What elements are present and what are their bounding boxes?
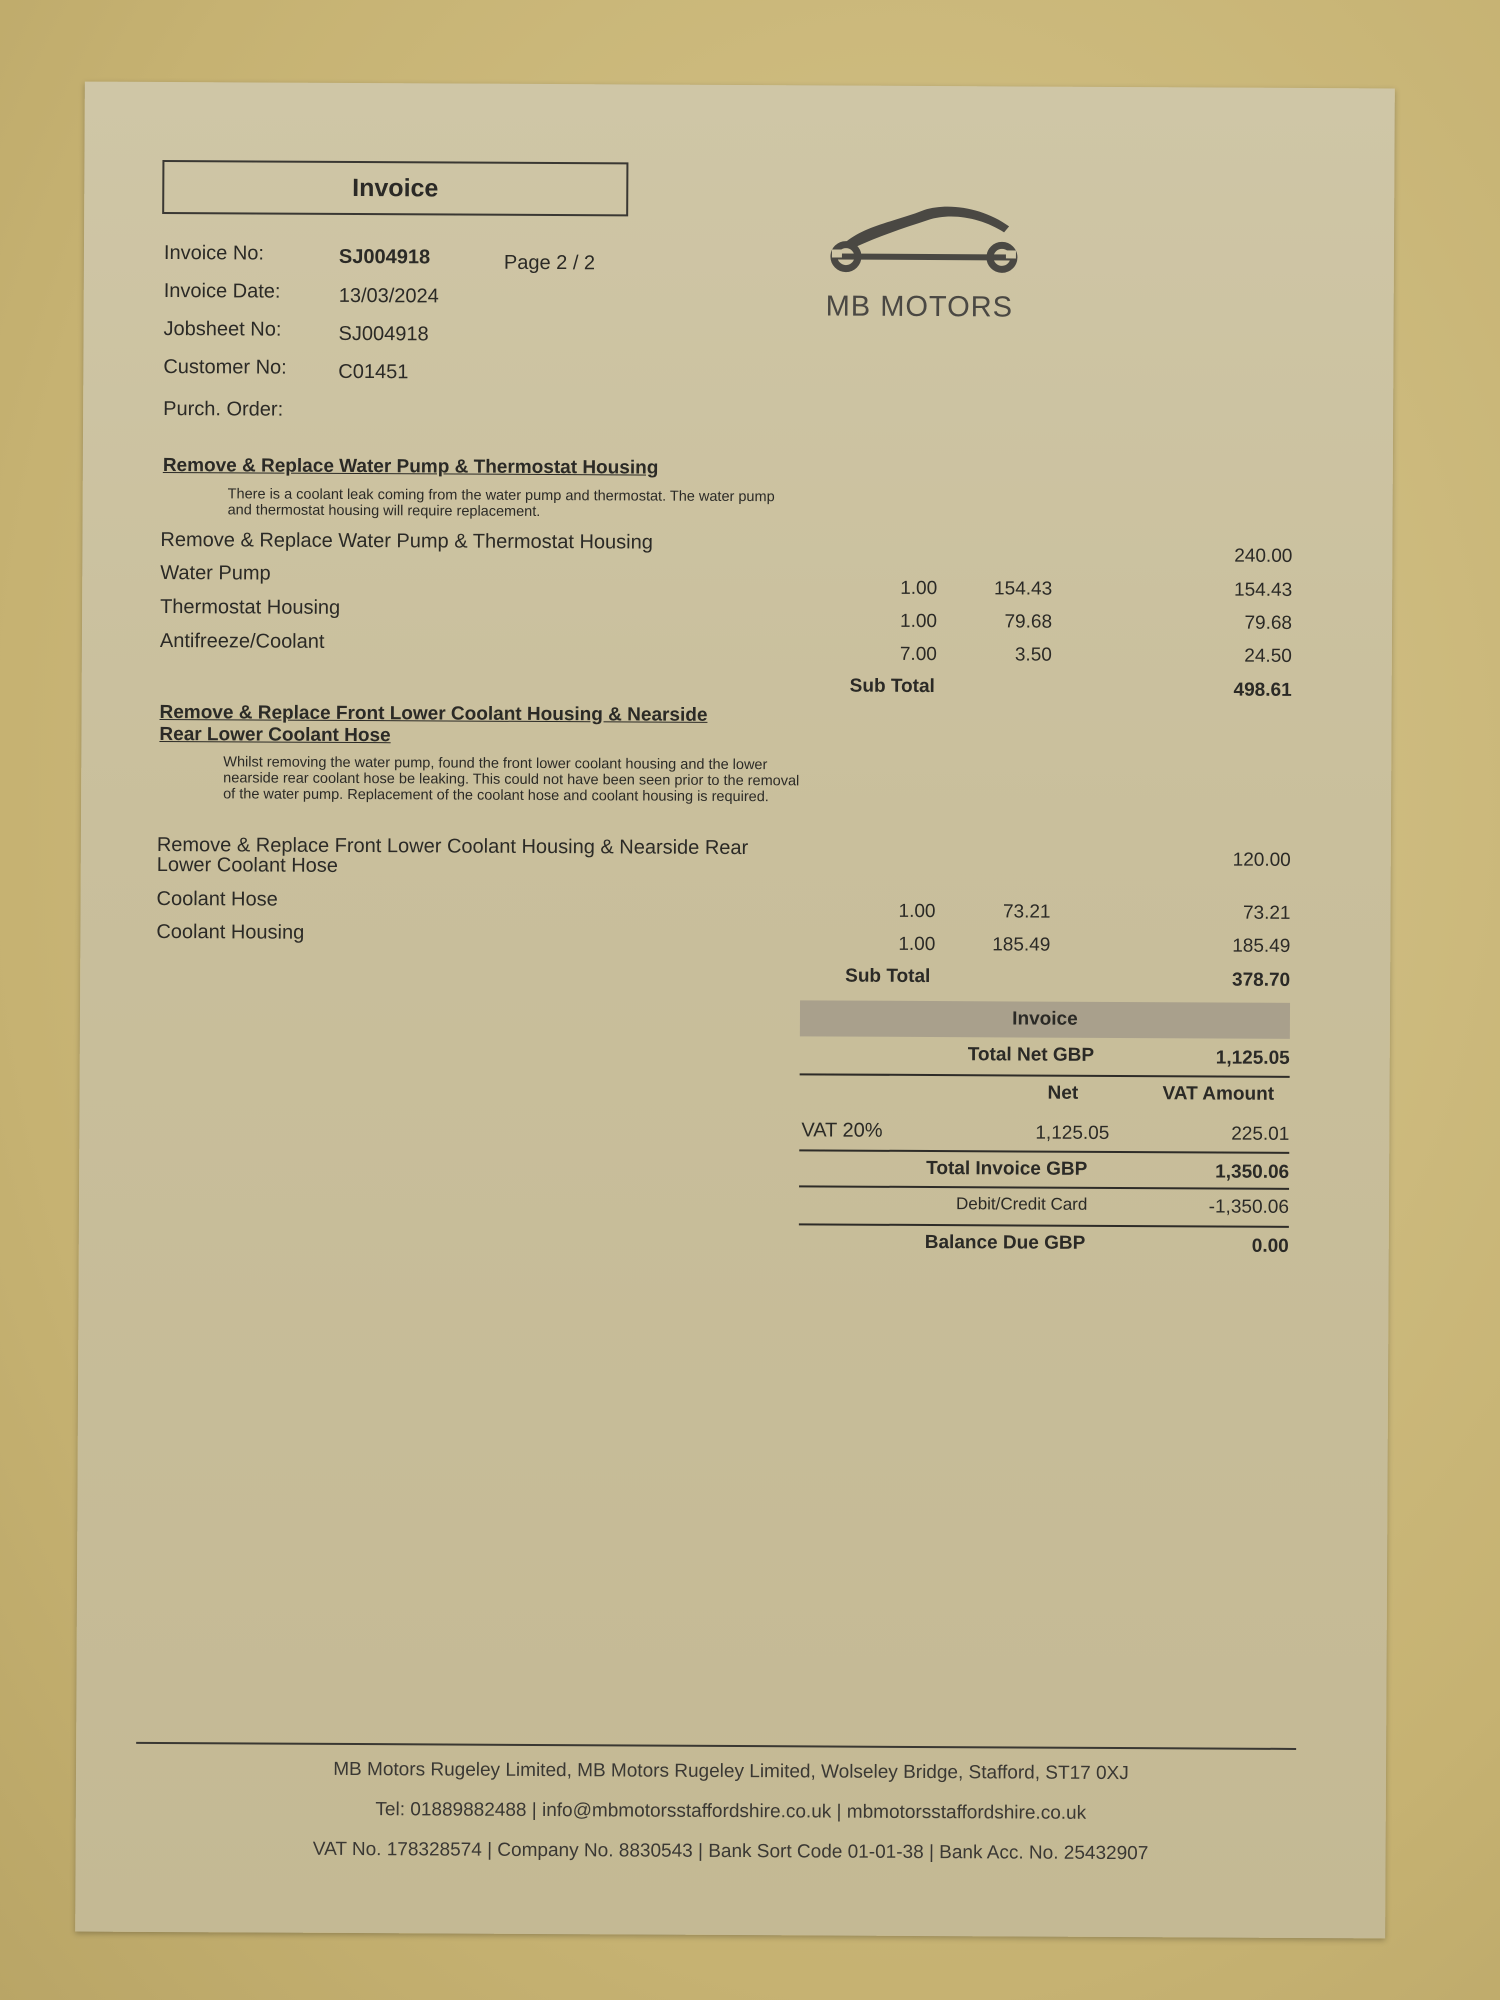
- balance-due-label: Balance Due GBP: [924, 1231, 1086, 1254]
- line-item-name: Coolant Hose: [156, 887, 278, 911]
- section-2-title-line1: Remove & Replace Front Lower Coolant Housing & Nearside: [159, 701, 708, 726]
- jobsheet-no-value: SJ004918: [338, 322, 429, 346]
- line-item-total: 79.68: [1244, 612, 1293, 634]
- total-invoice-value: 1,350.06: [1215, 1161, 1290, 1183]
- section-2-title-line2: Rear Lower Coolant Hose: [159, 723, 391, 747]
- line-item-price: 79.68: [1004, 611, 1053, 633]
- section-2-labour-label-line1: Remove & Replace Front Lower Coolant Housing & Nearside Rear: [156, 833, 749, 860]
- line-item-qty: 7.00: [899, 643, 937, 666]
- jobsheet-no-label: Jobsheet No:: [163, 317, 282, 341]
- invoice-date-value: 13/03/2024: [338, 284, 439, 308]
- balance-due-value: 0.00: [1251, 1235, 1289, 1257]
- invoice-paper: [75, 82, 1395, 1939]
- total-invoice-label: Total Invoice GBP: [926, 1158, 1088, 1180]
- payment-value: -1,350.06: [1208, 1196, 1290, 1218]
- total-net-label: Total Net GBP: [967, 1044, 1095, 1066]
- line-item-name: Antifreeze/Coolant: [159, 629, 325, 653]
- section-1-labour-label: Remove & Replace Water Pump & Thermostat Housing: [160, 528, 653, 554]
- payment-method-label: Debit/Credit Card: [955, 1194, 1088, 1214]
- line-item-total: 185.49: [1232, 935, 1291, 957]
- section-1-title: Remove & Replace Water Pump & Thermostat Housing: [162, 454, 659, 479]
- net-column-header: Net: [1047, 1082, 1079, 1104]
- summary-header: [800, 1000, 1290, 1039]
- invoice-title-text: Invoice: [352, 173, 439, 202]
- footer-divider: [136, 1742, 1296, 1750]
- summary-divider: [800, 1073, 1290, 1078]
- line-item-price: 154.43: [994, 578, 1053, 600]
- section-1-description: There is a coolant leak coming from the water pump and thermostat. The water pump and thermostat housing will require replacement.: [227, 486, 775, 520]
- line-item-qty: 1.00: [899, 610, 938, 633]
- line-item-name: Water Pump: [160, 561, 271, 585]
- footer-address: MB Motors Rugeley Limited, MB Motors Rugeley Limited, Wolseley Bridge, Stafford, ST17 0XJ: [333, 1758, 1129, 1785]
- summary-divider: [799, 1185, 1289, 1190]
- section-1-labour-total: 240.00: [1234, 545, 1293, 567]
- line-item-total: 73.21: [1242, 902, 1291, 924]
- invoice-no-value: SJ004918: [338, 245, 431, 269]
- line-item-qty: 1.00: [898, 933, 936, 956]
- footer-company-details: VAT No. 178328574 | Company No. 8830543 | Bank Sort Code 01-01-38 | Bank Acc. No. 25432907: [312, 1838, 1149, 1865]
- section-2-labour-total: 120.00: [1232, 849, 1291, 871]
- line-item-name: Thermostat Housing: [160, 595, 341, 619]
- section-2-labour-label-line2: Lower Coolant Hose: [156, 853, 339, 877]
- page-indicator: Page 2 / 2: [503, 251, 596, 275]
- section-2-subtotal-label: Sub Total: [845, 965, 931, 988]
- line-item-total: 24.50: [1244, 645, 1292, 667]
- vat-rate-label: VAT 20%: [801, 1119, 883, 1142]
- line-item-total: 154.43: [1234, 579, 1293, 601]
- line-item-qty: 1.00: [898, 900, 936, 923]
- line-item-qty: 1.00: [900, 577, 938, 600]
- total-net-value: 1,125.05: [1215, 1047, 1290, 1069]
- invoice-date-label: Invoice Date:: [163, 279, 281, 303]
- purch-order-label: Purch. Order:: [163, 397, 284, 421]
- invoice-title: [162, 160, 628, 216]
- footer-contact: Tel: 01889882488 | info@mbmotorsstaffordshire.co.uk | mbmotorsstaffordshire.co.uk: [375, 1799, 1087, 1824]
- summary-divider: [799, 1149, 1289, 1154]
- customer-no-value: C01451: [338, 360, 409, 384]
- section-1-subtotal-label: Sub Total: [849, 675, 935, 698]
- invoice-no-label: Invoice No:: [163, 241, 265, 265]
- section-2-subtotal: 378.70: [1231, 969, 1291, 991]
- line-item-name: Coolant Housing: [156, 920, 305, 944]
- vat-amount-value: 225.01: [1231, 1123, 1290, 1145]
- customer-no-label: Customer No:: [163, 355, 287, 379]
- line-item-price: 3.50: [1014, 644, 1052, 666]
- summary-header-text: Invoice: [1012, 1008, 1078, 1030]
- section-1-subtotal: 498.61: [1233, 679, 1292, 701]
- line-item-price: 185.49: [992, 934, 1051, 956]
- vat-net-value: 1,125.05: [1035, 1122, 1110, 1144]
- section-2-description: Whilst removing the water pump, found the front lower coolant housing and the lower nearside rear coolant hose be leaking. This could not have been seen prior to the removal of the water pump. Replacement of the coolant hose and coolant housing is required.: [223, 754, 800, 806]
- summary-divider: [799, 1223, 1289, 1228]
- line-item-price: 73.21: [1002, 901, 1051, 923]
- brand-name: MB MOTORS: [825, 290, 1014, 324]
- vat-amount-column-header: VAT Amount: [1162, 1083, 1275, 1105]
